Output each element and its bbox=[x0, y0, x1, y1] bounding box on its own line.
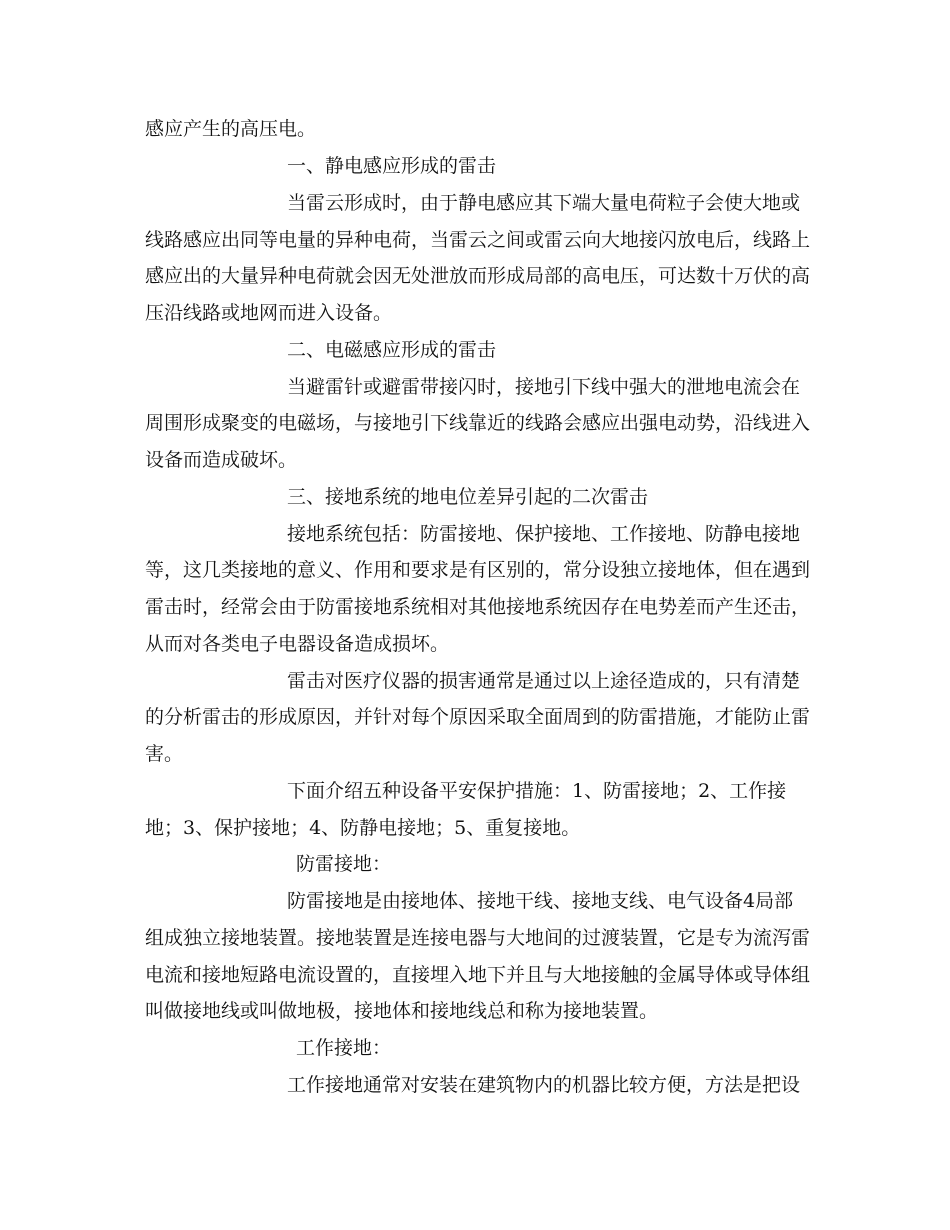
heading-electromagnetic-induction: 二、电磁感应形成的雷击 bbox=[287, 339, 497, 361]
text-line-22: 防雷接地是由接地体、接地干线、接地支线、电气设备4局部 bbox=[287, 890, 794, 912]
text-line-9: 周围形成聚变的电磁场，与接地引下线靠近的线路会感应出强电动势，沿线进入 bbox=[145, 412, 811, 434]
text-line-4: 线路感应出同等电量的异种电荷，当雷云之间或雷云向大地接闪放电后，线路上 bbox=[145, 229, 811, 251]
heading-working-grounding: 工作接地： bbox=[296, 1037, 392, 1059]
text-line-27: 工作接地通常对安装在建筑物内的机器比较方便，方法是把设 bbox=[287, 1074, 801, 1096]
text-line-12: 接地系统包括：防雷接地、保护接地、工作接地、防静电接地 bbox=[287, 523, 801, 545]
text-line-23: 组成独立接地装置。接地装置是连接电器与大地间的过渡装置，它是专为流泻雷 bbox=[145, 927, 811, 949]
text-line-25: 叫做接地线或叫做地极，接地体和接地线总和称为接地装置。 bbox=[145, 1000, 659, 1022]
text-line-6: 压沿线路或地网而进入设备。 bbox=[145, 302, 393, 324]
text-line-10: 设备而造成破坏。 bbox=[145, 449, 298, 471]
text-line-5: 感应出的大量异种电荷就会因无处泄放而形成局部的高电压，可达数十万伏的高 bbox=[145, 265, 811, 287]
text-line-1: 感应产生的高压电。 bbox=[145, 118, 317, 140]
heading-lightning-grounding: 防雷接地： bbox=[296, 853, 392, 875]
text-line-24: 电流和接地短路电流设置的，直接埋入地下并且与大地接触的金属导体或导体组 bbox=[145, 964, 811, 986]
text-line-17: 的分析雷击的形成原因，并针对每个原因采取全面周到的防雷措施，才能防止雷 bbox=[145, 706, 811, 728]
text-line-19: 下面介绍五种设备平安保护措施：1、防雷接地；2、工作接 bbox=[287, 780, 787, 802]
text-line-16: 雷击对医疗仪器的损害通常是通过以上途径造成的，只有清楚 bbox=[287, 670, 801, 692]
text-line-20: 地；3、保护接地；4、防静电接地；5、重复接地。 bbox=[145, 817, 581, 839]
heading-electrostatic-induction: 一、静电感应形成的雷击 bbox=[287, 155, 497, 177]
text-line-8: 当避雷针或避雷带接闪时，接地引下线中强大的泄地电流会在 bbox=[287, 376, 801, 398]
text-line-3: 当雷云形成时，由于静电感应其下端大量电荷粒子会使大地或 bbox=[287, 192, 801, 214]
text-line-14: 雷击时，经常会由于防雷接地系统相对其他接地系统因存在电势差而产生还击， bbox=[145, 596, 811, 618]
text-line-15: 从而对各类电子电器设备造成损坏。 bbox=[145, 633, 450, 655]
heading-ground-potential-difference: 三、接地系统的地电位差异引起的二次雷击 bbox=[287, 486, 649, 508]
text-line-18: 害。 bbox=[145, 743, 184, 765]
text-line-13: 等，这几类接地的意义、作用和要求是有区别的，常分设独立接地体，但在遇到 bbox=[145, 559, 811, 581]
